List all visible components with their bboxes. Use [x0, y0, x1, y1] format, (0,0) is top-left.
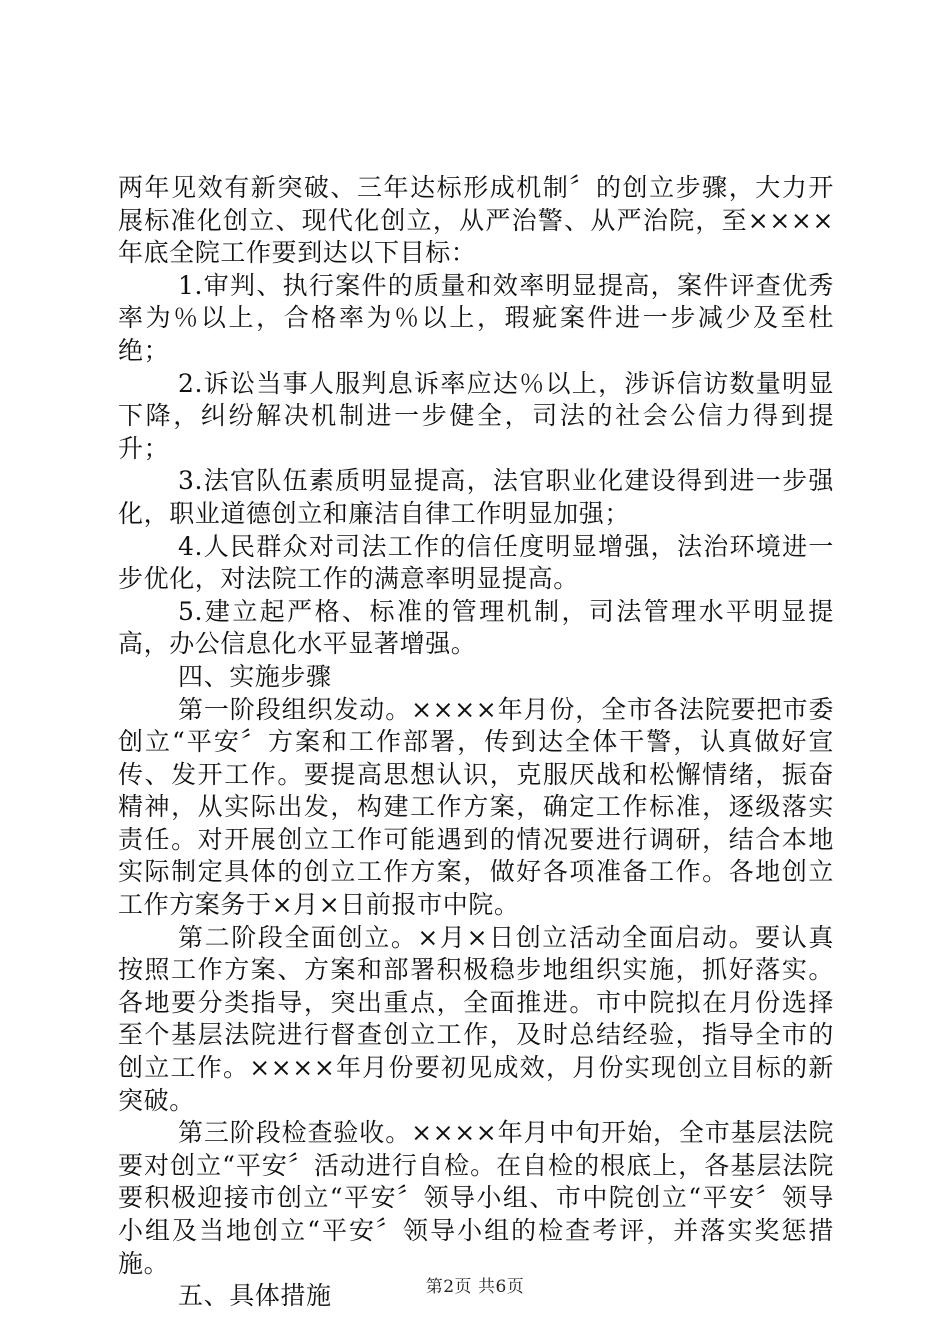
stage-2-paragraph: 第二阶段全面创立。×月×日创立活动全面启动。要认真按照工作方案、方案和部署积极稳步地组织实施，抓好落实。各地要分类指导，突出重点，全面推进。市中院拟在月份选择至个基层法院进行督查创立工作，及时总结经验，指导全市的创立工作。××××年月份要初见成效，月份实现创立目标的新突破。 — [118, 922, 834, 1115]
page-number: 第2页 共6页 — [425, 1277, 525, 1297]
stage-1-paragraph: 第一阶段组织发动。××××年月份，全市各法院要把市委创立“平安〞方案和工作部署，传到达全体干警，认真做好宣传、发开工作。要提高思想认识，克服厌战和松懈情绪，振奋精神，从实际出发，构建工作方案，确定工作标准，逐级落实责任。对开展创立工作可能遇到的情况要进行调研，结合本地实际制定具体的创立工作方案，做好各项准备工作。各地创立工作方案务于×月×日前报市中院。 — [118, 694, 834, 920]
document-body — [118, 172, 834, 1313]
stage-3-paragraph: 第三阶段检查验收。××××年月中旬开始，全市基层法院要对创立“平安〞活动进行自检。在自检的根底上，各基层法院要积极迎接市创立“平安〞领导小组、市中院创立“平安〞领导小组及当地创立“平安〞领导小组的检查考评，并落实奖惩措施。 — [118, 1118, 834, 1278]
goal-item-4: 4.人民群众对司法工作的信任度明显增强，法治环境进一步优化，对法院工作的满意率明显提高。 — [118, 531, 834, 594]
section-heading-measures: 五、具体措施 — [178, 1281, 332, 1311]
goal-item-5: 5.建立起严格、标准的管理机制，司法管理水平明显提高，办公信息化水平显著增强。 — [118, 596, 834, 659]
goal-item-3: 3.法官队伍素质明显提高，法官职业化建设得到进一步强化，职业道德创立和廉洁自律工作明显加强； — [118, 466, 834, 528]
goal-item-1: 1.审判、执行案件的质量和效率明显提高，案件评查优秀率为％以上，合格率为％以上，瑕疵案件进一步减少及至杜绝； — [118, 270, 834, 365]
section-heading-implementation: 四、实施步骤 — [178, 661, 332, 691]
intro-paragraph: 两年见效有新突破、三年达标形成机制〞的创立步骤，大力开展标准化创立、现代化创立，从严治警、从严治院，至××××年底全院工作要到达以下目标： — [118, 173, 834, 268]
goal-item-2: 2.诉讼当事人服判息诉率应达％以上，涉诉信访数量明显下降，纠纷解决机制进一步健全，司法的社会公信力得到提升； — [118, 368, 834, 463]
